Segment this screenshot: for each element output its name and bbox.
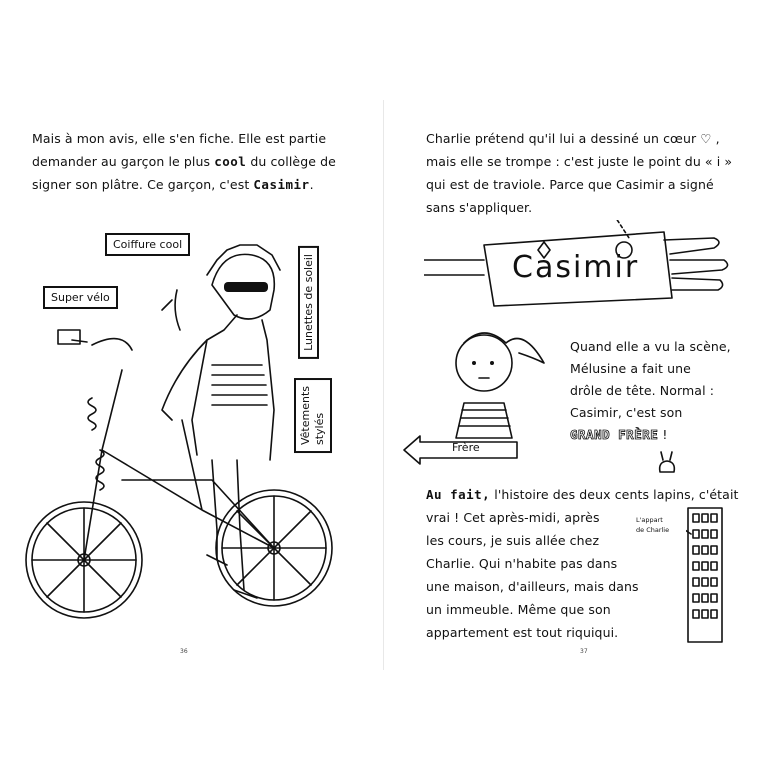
text-line: Mais à mon avis, elle s'en fiche. Elle est partie <box>32 131 327 146</box>
label-lunettes-de-soleil: Lunettes de soleil <box>298 246 319 359</box>
left-page <box>12 90 374 680</box>
text-fragment: l'histoire des deux cents lapins, c'était <box>490 487 739 502</box>
text-line: vrai ! Cet après-midi, après <box>426 510 600 525</box>
bunny-icon <box>656 450 678 476</box>
text-line: Mélusine a fait une <box>570 361 691 376</box>
text-line: les cours, je suis allée chez <box>426 533 600 548</box>
text-line: Casimir, c'est son <box>570 405 683 420</box>
text-line <box>426 483 739 506</box>
text-line: drôle de tête. Normal : <box>570 383 715 398</box>
text-fragment: ! <box>658 427 668 442</box>
cast-signature: Casimir <box>512 250 640 285</box>
left-paragraph <box>32 127 336 196</box>
right-paragraph-2 <box>570 336 731 446</box>
label-line: de Charlie <box>636 526 670 534</box>
text-line: appartement est tout riquiqui. <box>426 625 619 640</box>
heart-icon: ♡ <box>700 131 712 146</box>
page-number: 37 <box>580 648 588 655</box>
text-line <box>426 127 732 150</box>
text-line: Charlie. Qui n'habite pas dans <box>426 556 618 571</box>
emphasis-au-fait: Au fait, <box>426 487 491 502</box>
text-line: un immeuble. Même que son <box>426 602 611 617</box>
text-line <box>426 173 732 196</box>
apartment-building-illustration <box>686 506 726 646</box>
text-fragment: Charlie prétend qu'il lui a dessiné un cœur <box>426 131 701 146</box>
text-fragment: , <box>711 131 720 146</box>
label-vetements-styles <box>294 378 332 453</box>
emphasis-grand-frere: GRAND FRÈRE <box>570 427 659 442</box>
book-spine <box>383 100 384 670</box>
label-coiffure-cool: Coiffure cool <box>105 233 190 256</box>
text-line: une maison, d'ailleurs, mais dans <box>426 579 639 594</box>
building-label <box>636 515 669 535</box>
text-line: mais elle se trompe : c'est juste le point du « i » <box>426 154 733 169</box>
label-line: Vêtements <box>299 386 312 446</box>
text-line <box>32 173 336 196</box>
text-fragment: qui est de traviole. Parce que Casimir <box>426 177 668 192</box>
text-fragment: du collège de <box>246 154 336 169</box>
text-fragment: demander au garçon le plus <box>32 154 215 169</box>
label-line: L'appart <box>636 516 663 524</box>
text-line <box>32 150 336 173</box>
text-fragment: . <box>309 177 314 192</box>
text-line: Quand elle a vu la scène, <box>570 339 731 354</box>
label-frere: Frère <box>452 441 480 454</box>
text-fragment: signer son plâtre. Ce garçon, c'est <box>32 177 254 192</box>
text-line <box>570 424 731 446</box>
right-paragraph-1 <box>426 127 732 219</box>
label-line: stylés <box>313 412 326 446</box>
emphasis-cool: cool <box>214 154 247 169</box>
text-line: sans s'appliquer. <box>426 200 533 215</box>
label-super-velo: Super vélo <box>43 286 118 309</box>
page-number: 36 <box>180 648 188 655</box>
emphasis-casimir: Casimir <box>253 177 310 192</box>
right-page <box>394 90 756 680</box>
text-fragment: a signé <box>667 177 714 192</box>
